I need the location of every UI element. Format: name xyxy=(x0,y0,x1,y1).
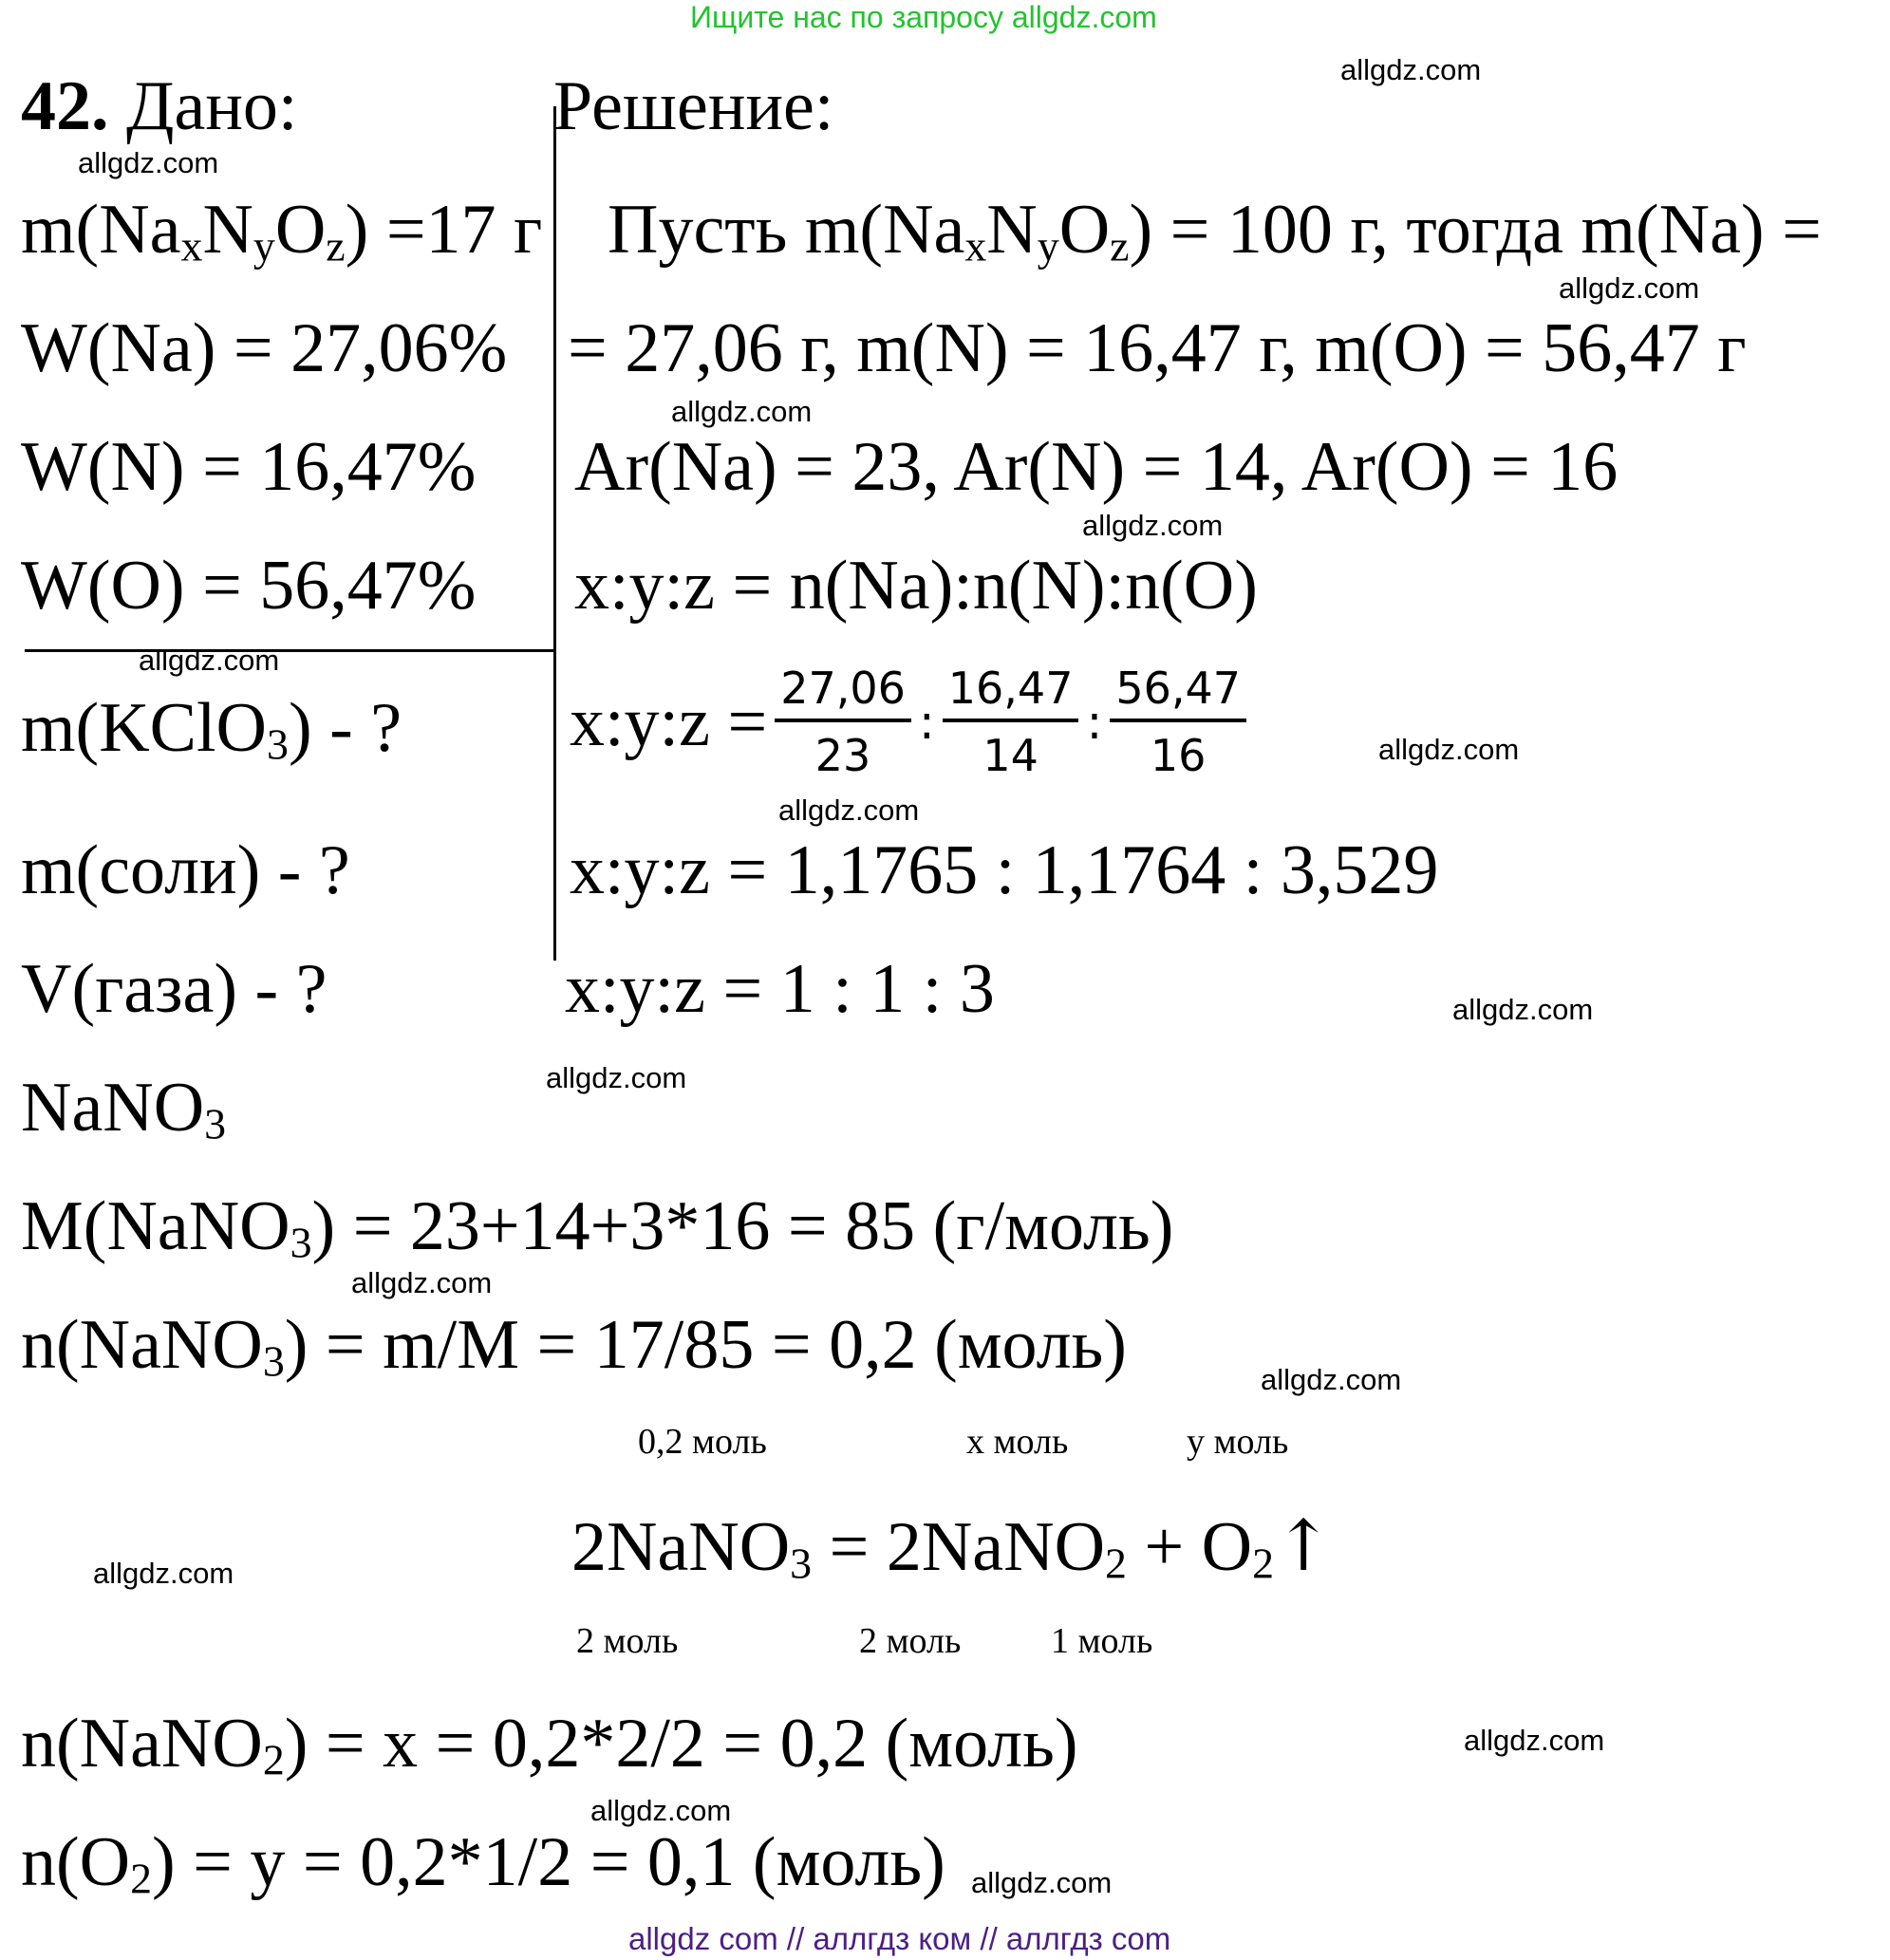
fraction-o xyxy=(1110,664,1246,779)
moles-rest: ) = m/M = 17/85 = 0,2 (моль) xyxy=(284,1306,1127,1384)
solution-title: Решение: xyxy=(553,67,834,145)
problem-number: 42. xyxy=(21,67,109,145)
fraction-n xyxy=(943,664,1079,779)
vertical-divider xyxy=(553,106,556,961)
watermark: allgdz.com xyxy=(1082,509,1224,542)
reaction-below-1: 2 моль xyxy=(576,1621,679,1661)
fraction-na xyxy=(775,664,911,779)
solution-line-5 xyxy=(570,664,1254,779)
ratio-prefix: x:y:z = xyxy=(570,682,768,761)
watermark: allgdz.com xyxy=(671,395,813,428)
given-title: Дано: xyxy=(126,67,298,145)
watermark: allgdz.com xyxy=(351,1266,493,1299)
watermark: allgdz.com xyxy=(778,793,920,827)
fraction-num: 56,47 xyxy=(1110,664,1246,722)
watermark: allgdz.com xyxy=(1378,733,1520,766)
find-salt: m(соли) - ? xyxy=(21,831,350,909)
solution-line-2: = 27,06 г, m(N) = 16,47 г, m(O) = 56,47 г xyxy=(568,309,1747,387)
solution-line-4: x:y:z = n(Na):n(N):n(O) xyxy=(574,547,1258,625)
find-gas: V(газа) - ? xyxy=(21,950,327,1028)
solution-line-6: x:y:z = 1,1765 : 1,1764 : 3,529 xyxy=(570,831,1439,909)
horizontal-divider xyxy=(25,649,555,652)
watermark: allgdz.com xyxy=(93,1557,234,1590)
watermark: allgdz.com xyxy=(78,146,219,179)
n-nano2-line: n(NaNO$_2$) = x = 0,2*2/2 = 0,2 (моль) xyxy=(21,1705,1078,1784)
n-o2-line: $n(O_2) = y = 0,2*1/2 = 0,1$ (моль) xyxy=(21,1823,945,1903)
watermark: allgdz.com xyxy=(971,1866,1113,1899)
solution-line-7: x:y:z = 1 : 1 : 3 xyxy=(565,950,995,1028)
fraction-num: 27,06 xyxy=(775,664,911,722)
reaction-above-2: x моль xyxy=(966,1422,1069,1462)
watermark: allgdz.com xyxy=(590,1794,732,1827)
fraction-den: 14 xyxy=(982,729,1039,781)
watermark: allgdz.com xyxy=(1464,1724,1605,1757)
header-link[interactable]: Ищите нас по запросу allgdz.com xyxy=(690,0,1157,34)
reaction-below-2: 2 моль xyxy=(859,1621,962,1661)
formula-result-text: NaNO xyxy=(21,1069,205,1147)
given-mass: $m(Na_xN_yO_z) =17$ г xyxy=(21,191,543,271)
n-nano2-rest: ) = x = 0,2*2/2 = 0,2 (моль) xyxy=(284,1705,1078,1783)
watermark: allgdz.com xyxy=(1261,1363,1402,1396)
molar-mass-rest: ) = 23+14+3*16 = 85 (г/моль) xyxy=(311,1187,1174,1265)
reaction-below-3: 1 моль xyxy=(1051,1621,1153,1661)
problem-heading xyxy=(21,67,298,145)
given-w-n: W(N) = 16,47% xyxy=(21,428,477,506)
given-w-o: W(O) = 56,47% xyxy=(21,547,477,625)
solution-line-1: Пусть $m(Na_xN_yO_z) = 100$ г, тогда m(Na) = xyxy=(608,191,1822,271)
solution-line-1-text: = 100 г, тогда m(Na) = xyxy=(1170,191,1822,269)
given-w-na: W(Na) = 27,06% xyxy=(21,309,508,387)
find-kclo3-rest: ) - ? xyxy=(288,689,402,767)
find-kclo3: m(KClO$_3$) - ? xyxy=(21,689,402,769)
colon: : xyxy=(1086,694,1103,750)
fraction-den: 23 xyxy=(814,729,871,781)
reaction-above-1: 0,2 моль xyxy=(638,1422,767,1462)
n-o2-rest: ) = y = 0,2*1/2 = 0,1 (моль) xyxy=(152,1823,945,1901)
fraction-den: 16 xyxy=(1150,729,1207,781)
fraction-num: 16,47 xyxy=(943,664,1079,722)
reaction-equation: 2NaNO$_3$ = 2NaNO$_2$ + $O_2↑$ xyxy=(571,1505,1334,1588)
watermark: allgdz.com xyxy=(1452,993,1594,1026)
given-mass-value: =17 г xyxy=(385,191,543,269)
watermark: allgdz.com xyxy=(139,644,280,677)
moles-line: n(NaNO$_3$) = m/M = 17/85 = 0,2 (моль) xyxy=(21,1306,1127,1386)
colon: : xyxy=(918,694,935,750)
watermark: allgdz.com xyxy=(1340,53,1482,86)
watermark: allgdz.com xyxy=(546,1061,687,1094)
formula-result: NaNO$_3$ xyxy=(21,1069,227,1148)
reaction-above-3: y моль xyxy=(1187,1422,1289,1462)
footer-links[interactable]: allgdz com // аллгдз ком // аллгдз com xyxy=(628,1921,1171,1956)
arrow-up-icon: ↑ xyxy=(1274,1505,1334,1587)
solution-line-3: Ar(Na) = 23, Ar(N) = 14, Ar(O) = 16 xyxy=(574,428,1619,506)
watermark: allgdz.com xyxy=(1559,271,1700,305)
molar-mass-line: M(NaNO$_3$) = 23+14+3*16 = 85 (г/моль) xyxy=(21,1187,1174,1267)
